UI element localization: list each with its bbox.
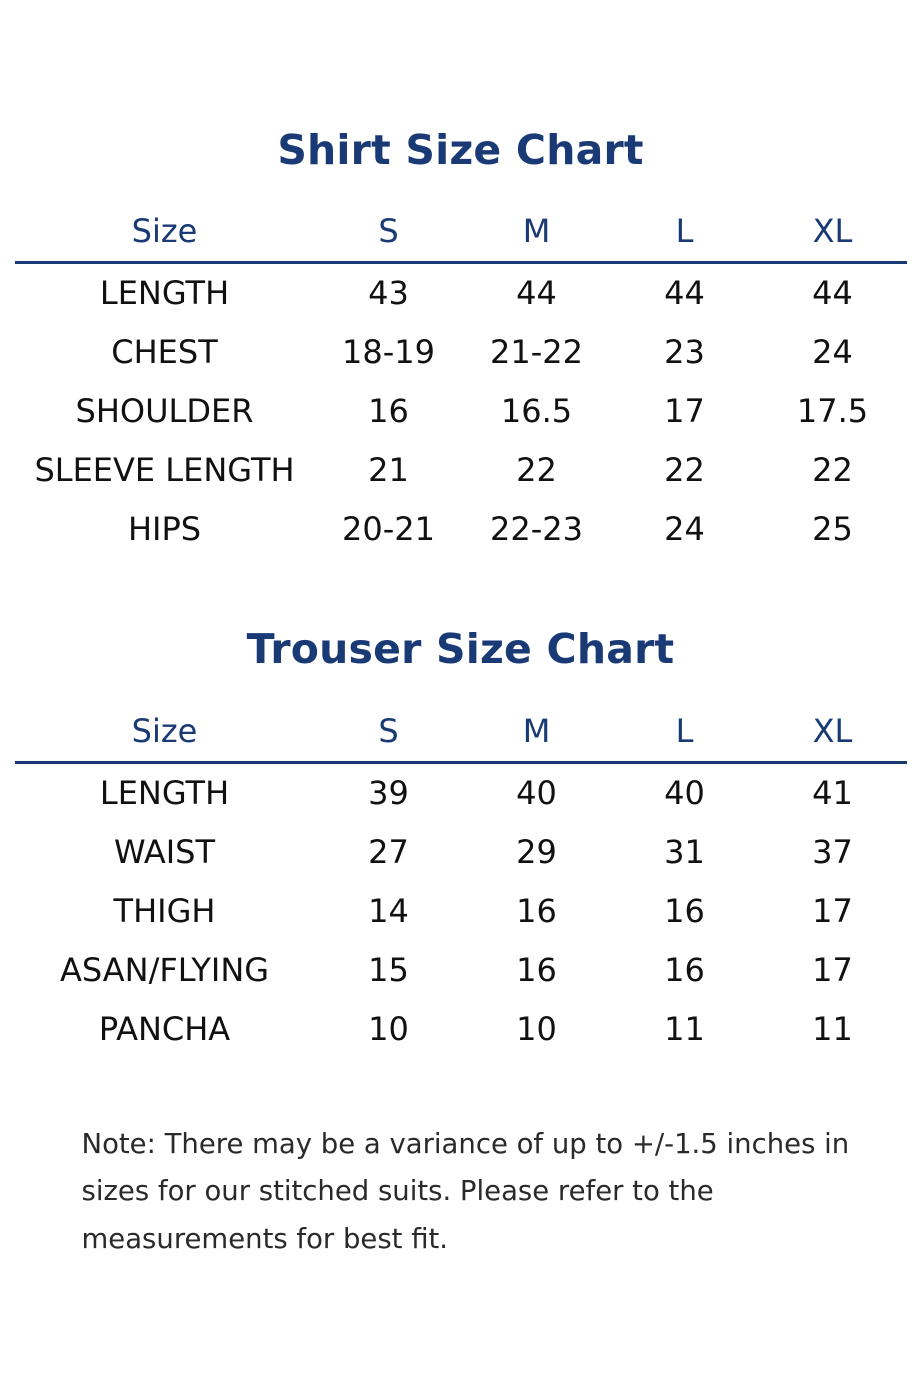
row-label: HIPS (127, 510, 202, 549)
column-header-size: Size (15, 701, 315, 763)
cell-value: 25 (812, 510, 853, 549)
table-row (15, 500, 907, 559)
table-row (15, 762, 907, 823)
cell-value: 16 (516, 891, 557, 930)
column-header-xl: XL (759, 201, 907, 263)
cell-value: 22-23 (490, 510, 583, 549)
table-row (15, 263, 907, 324)
column-header-m: M (463, 201, 611, 263)
cell-value: 21 (368, 451, 409, 490)
cell-value: 16 (516, 950, 557, 989)
size-chart-page (0, 126, 921, 1392)
cell-value: 41 (812, 773, 853, 812)
cell-value: 10 (368, 1009, 409, 1048)
cell-value: 29 (516, 832, 557, 871)
cell-value: 40 (516, 773, 557, 812)
table-row (15, 882, 907, 941)
table-row (15, 323, 907, 382)
cell-value: 21-22 (490, 333, 583, 372)
cell-value: 40 (664, 773, 705, 812)
row-label: CHEST (111, 333, 218, 372)
cell-value: 16 (664, 950, 705, 989)
row-label: PANCHA (98, 1009, 231, 1048)
column-header-s: S (315, 201, 463, 263)
cell-value: 11 (812, 1009, 853, 1048)
cell-value: 14 (368, 891, 409, 930)
cell-value: 16 (368, 392, 409, 431)
cell-value: 31 (664, 832, 705, 871)
table-header-row (15, 201, 907, 263)
cell-value: 10 (516, 1009, 557, 1048)
row-label: LENGTH (99, 274, 230, 313)
row-label: ASAN/FLYING (59, 950, 270, 989)
cell-value: 37 (812, 832, 853, 871)
row-label: LENGTH (99, 773, 230, 812)
cell-value: 17 (812, 950, 853, 989)
cell-value: 11 (664, 1009, 705, 1048)
trouser-size-chart-section (0, 625, 921, 1058)
column-header-l: L (611, 701, 759, 763)
cell-value: 43 (368, 274, 409, 313)
cell-value: 22 (664, 451, 705, 490)
shirt-size-chart-section (0, 126, 921, 559)
trouser-size-table (15, 701, 907, 1059)
column-header-l: L (611, 201, 759, 263)
table-row (15, 941, 907, 1000)
shirt-size-table (15, 201, 907, 559)
column-header-m: M (463, 701, 611, 763)
table-row (15, 1000, 907, 1059)
size-variance-note: Note: There may be a variance of up to +/-1.5 inches in sizes for our stitched suits. Please refer to the measurements for best fit. (81, 1127, 850, 1255)
cell-value: 18-19 (342, 333, 435, 372)
trouser-chart-title: Trouser Size Chart (246, 625, 675, 674)
cell-value: 17 (812, 891, 853, 930)
table-row (15, 382, 907, 441)
cell-value: 16 (664, 891, 705, 930)
table-header-row (15, 701, 907, 763)
cell-value: 39 (368, 773, 409, 812)
cell-value: 17.5 (796, 392, 869, 431)
table-row (15, 823, 907, 882)
cell-value: 22 (516, 451, 557, 490)
cell-value: 17 (664, 392, 705, 431)
cell-value: 20-21 (342, 510, 435, 549)
cell-value: 15 (368, 950, 409, 989)
table-row (15, 441, 907, 500)
cell-value: 23 (664, 333, 705, 372)
column-header-xl: XL (759, 701, 907, 763)
row-label: SHOULDER (75, 392, 254, 431)
cell-value: 27 (368, 832, 409, 871)
cell-value: 44 (516, 274, 557, 313)
row-label: WAIST (113, 832, 216, 871)
cell-value: 44 (664, 274, 705, 313)
cell-value: 22 (812, 451, 853, 490)
column-header-size: Size (15, 201, 315, 263)
row-label: THIGH (113, 891, 216, 930)
row-label: SLEEVE LENGTH (34, 451, 295, 490)
column-header-s: S (315, 701, 463, 763)
cell-value: 44 (812, 274, 853, 313)
shirt-chart-title: Shirt Size Chart (277, 126, 644, 174)
cell-value: 24 (812, 333, 853, 372)
cell-value: 16.5 (500, 392, 573, 431)
cell-value: 24 (664, 510, 705, 549)
